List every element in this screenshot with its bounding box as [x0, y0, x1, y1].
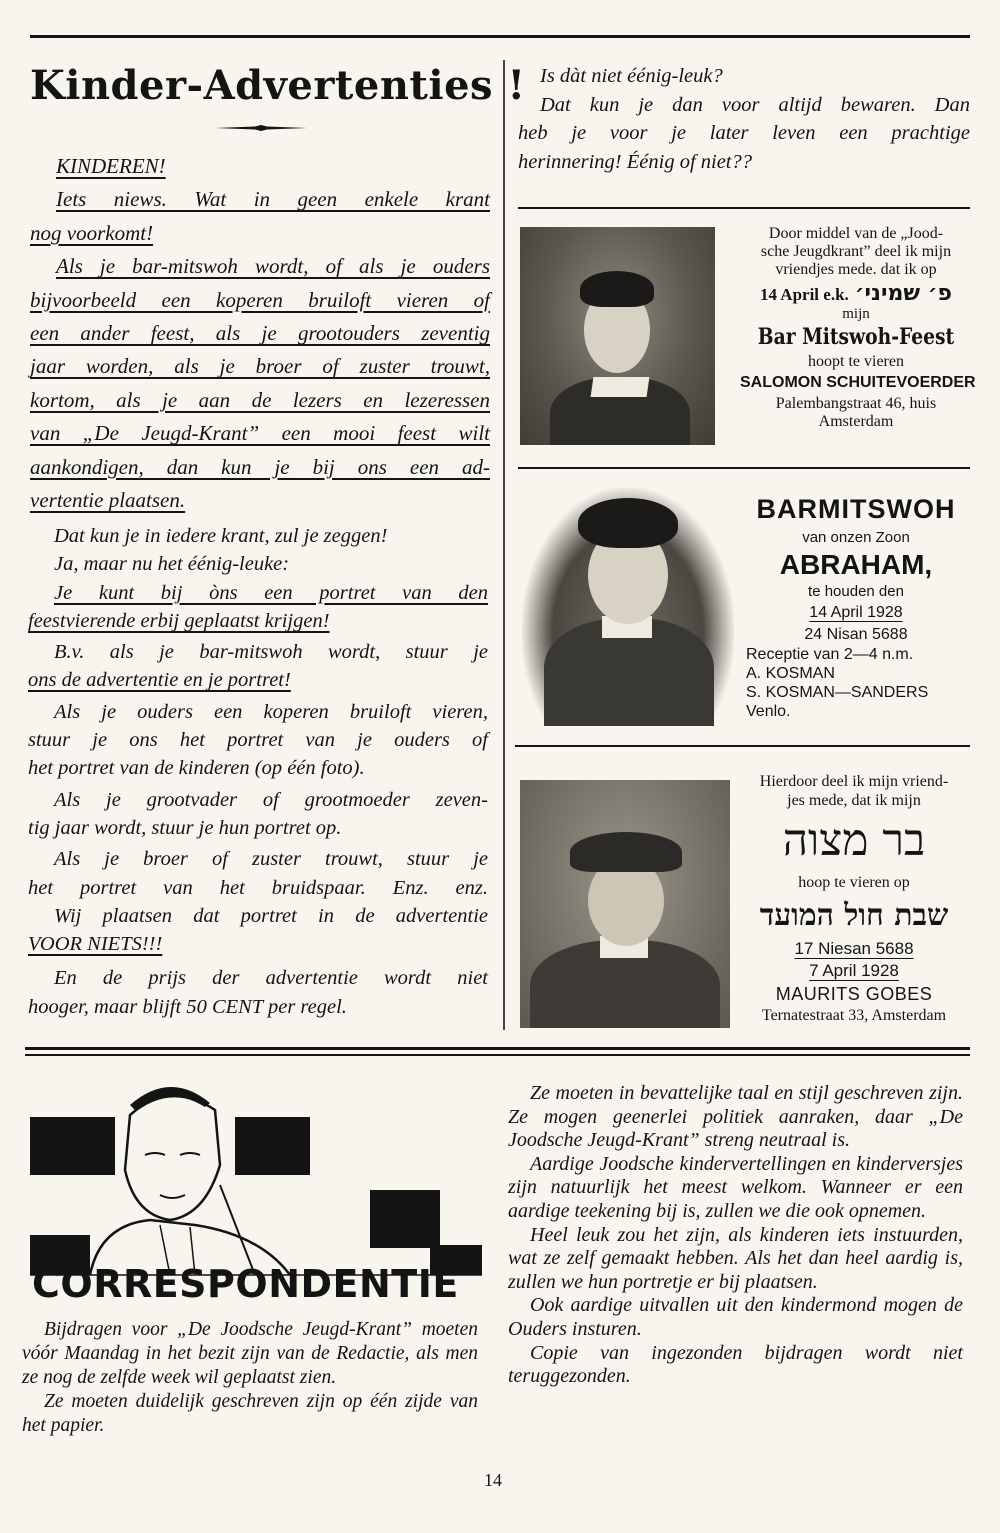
correspondence-paragraph: Ze moeten duidelijk geschreven zijn op één zijde van het papier.	[22, 1391, 478, 1436]
ad2-place: Venlo.	[746, 703, 791, 720]
ad1-address: Palembangstraat 46, huis	[775, 395, 937, 412]
body-line: B.v. als je bar-mitswoh wordt, stuur je	[54, 641, 488, 664]
correspondence-right	[508, 1082, 963, 1389]
ad2-receptie: Receptie van 2—4 n.m.	[746, 646, 914, 663]
correspondence-banner: CORRESPONDENTIE	[32, 1262, 459, 1306]
ad1-mijn: mijn	[842, 306, 870, 322]
intro-line: aankondigen, dan kun je bij ons een ad-	[30, 454, 490, 479]
correspondence-left	[22, 1318, 478, 1438]
ads-intro	[30, 150, 490, 517]
ad1-name: SALOMON SCHUITEVOERDER	[740, 374, 976, 391]
body-line: tig jaar wordt, stuur je hun portret op.	[28, 816, 342, 839]
correspondence-paragraph: Bijdragen voor „De Joodsche Jeugd-Krant” moeten vóór Maandag in het bezit zijn van de Redactie, als men ze nog de zelfde week wil geplaatst zien.	[22, 1319, 478, 1388]
ad3-name: MAURITS GOBES	[775, 984, 933, 1004]
correspondence-paragraph: Ook aardige uitvallen uit den kindermond mogen de Ouders insturen.	[508, 1294, 963, 1340]
ad3-line: Hierdoor deel ik mijn vriend-	[759, 773, 949, 790]
intro-line: een ander feest, als je grootouders zeventig	[30, 321, 490, 346]
ad2-date1: 14 April 1928	[809, 604, 903, 621]
section-rule	[25, 1047, 970, 1050]
ad2-text	[740, 490, 972, 721]
body-line: Je kunt bij òns een portret van den	[54, 581, 488, 604]
portrait-photo-salomon	[520, 227, 715, 445]
ad3-hebrew-shabbat: שבת חול המועד	[759, 898, 949, 933]
intro-line: van „De Jeugd-Krant” een mooi feest wilt	[30, 421, 490, 446]
intro-line: Iets niews. Wat in geen enkele krant	[56, 187, 490, 212]
body-line: Als je broer of zuster trouwt, stuur je	[54, 848, 488, 871]
ad2-name: ABRAHAM,	[779, 549, 933, 580]
ad1-line: Door middel van de „Jood-	[768, 225, 944, 242]
intro-line: nog voorkomt!	[30, 220, 154, 245]
body-line: Wij plaatsen dat portret in de advertentie	[54, 904, 488, 927]
top-rule	[30, 35, 970, 38]
ad1-hebrew: פ׳ שמיני׳	[854, 281, 952, 306]
intro-line: kortom, als je aan de lezers en lezeressen	[30, 387, 490, 412]
ad2-te-houden: te houden den	[808, 583, 904, 600]
body-line: feestvierende erbij geplaatst krijgen!	[28, 609, 330, 632]
right-line: Dat kun je dan voor altijd bewaren. Dan	[540, 93, 970, 116]
correspondence-paragraph: Aardige Joodsche kindervertellingen en kinderversjes zijn natuurlijk het meest welkom. Wanneer er een aardige teekening bij is, zullen we die ook opnemen.	[508, 1152, 963, 1222]
column-divider	[503, 60, 505, 1030]
ad1-city: Amsterdam	[818, 413, 894, 430]
right-top-text	[518, 62, 970, 176]
right-line: Is dàt niet éénig-leuk?	[540, 65, 723, 87]
ad1-text	[740, 225, 976, 430]
body-line: Als je grootvader of grootmoeder zeven-	[54, 788, 488, 811]
intro-line: Als je bar-mitswoh wordt, of als je ouders	[56, 254, 490, 279]
ad1-line: sche Jeugdkrant” deel ik mijn	[760, 243, 952, 260]
ad-divider	[518, 207, 970, 209]
ad-divider	[515, 745, 970, 747]
ad3-text	[736, 772, 972, 1026]
body-line: stuur je ons het portret van je ouders of	[28, 729, 488, 752]
ad1-feest: Bar Mitswoh-Feest	[757, 324, 955, 350]
portrait-photo-maurits	[520, 780, 730, 1028]
correspondence-paragraph: Ze moeten in bevattelijke taal en stijl geschreven zijn. Ze mogen geenerlei politiek aanraken, daar „De Joodsche Jeugd-Krant” streng neutraal is.	[508, 1082, 963, 1152]
intro-line: jaar worden, als je broer of zuster trouwt,	[30, 354, 490, 379]
intro-line: bijvoorbeeld een koperen bruiloft vieren of	[30, 287, 490, 312]
ad3-date2: 7 April 1928	[809, 961, 899, 980]
intro-line: vertentie plaatsen.	[30, 488, 186, 513]
title-ornament	[215, 118, 307, 124]
body-line: Ja, maar nu het éénig-leuke:	[54, 553, 290, 576]
ad-divider	[518, 467, 970, 469]
ad3-line: jes mede, dat ik mijn	[787, 792, 921, 809]
ad2-sub: van onzen Zoon	[802, 529, 910, 546]
ad1-date-row	[740, 281, 972, 306]
ad2-parent: S. KOSMAN—SANDERS	[746, 684, 929, 701]
body-line: het portret van het bruidspaar. Enz. enz.	[28, 876, 488, 899]
right-line: herinnering! Éénig of niet??	[518, 150, 752, 173]
ad2-parent: A. KOSMAN	[746, 665, 835, 682]
body-line: ons de advertentie en je portret!	[28, 669, 291, 692]
correspondence-paragraph: Copie van ingezonden bijdragen wordt niet teruggezonden.	[508, 1341, 963, 1388]
right-line: heb je voor je later leven een prachtige	[518, 122, 970, 144]
page-title: Kinder-Advertenties !	[30, 62, 526, 109]
body-line: Dat kun je in iedere krant, zul je zeggen!	[54, 525, 388, 547]
ad2-date2: 24 Nisan 5688	[804, 626, 908, 643]
page-number: 14	[484, 1470, 502, 1490]
intro-kinderen: KINDEREN!	[56, 154, 166, 178]
body-line: VOOR NIETS!!!	[28, 933, 163, 956]
portrait-photo-abraham	[522, 488, 734, 726]
body-line: Als je ouders een koperen bruiloft vieren,	[54, 700, 488, 723]
correspondence-paragraph: Heel leuk zou het zijn, als kinderen iets instuurden, wat ze zelf gemaakt hebben. Als het dan heel aardig is, zullen we hun portretje er bij plaatsen.	[508, 1223, 963, 1293]
ad3-date1: 17 Niesan 5688	[794, 939, 914, 958]
ad3-address: Ternatestraat 33, Amsterdam	[761, 1007, 947, 1024]
ad1-line: vriendjes mede. dat ik op	[775, 261, 937, 278]
ad2-details	[740, 646, 972, 721]
ads-body	[28, 522, 488, 1021]
ad3-hoop: hoop te vieren op	[798, 874, 910, 891]
ad1-date: 14 April e.k.	[760, 285, 849, 304]
body-line: het portret van de kinderen (op één foto).	[28, 757, 365, 780]
section-rule	[25, 1054, 970, 1056]
body-line: hooger, maar blijft 50 CENT per regel.	[28, 995, 347, 1018]
ad2-heading: BARMITSWOH	[756, 494, 956, 524]
ad1-hoopt: hoopt te vieren	[808, 353, 904, 370]
ad3-hebrew-barmitzvah: בר מצוה	[782, 815, 926, 866]
body-line: En de prijs der advertentie wordt niet	[54, 967, 488, 990]
